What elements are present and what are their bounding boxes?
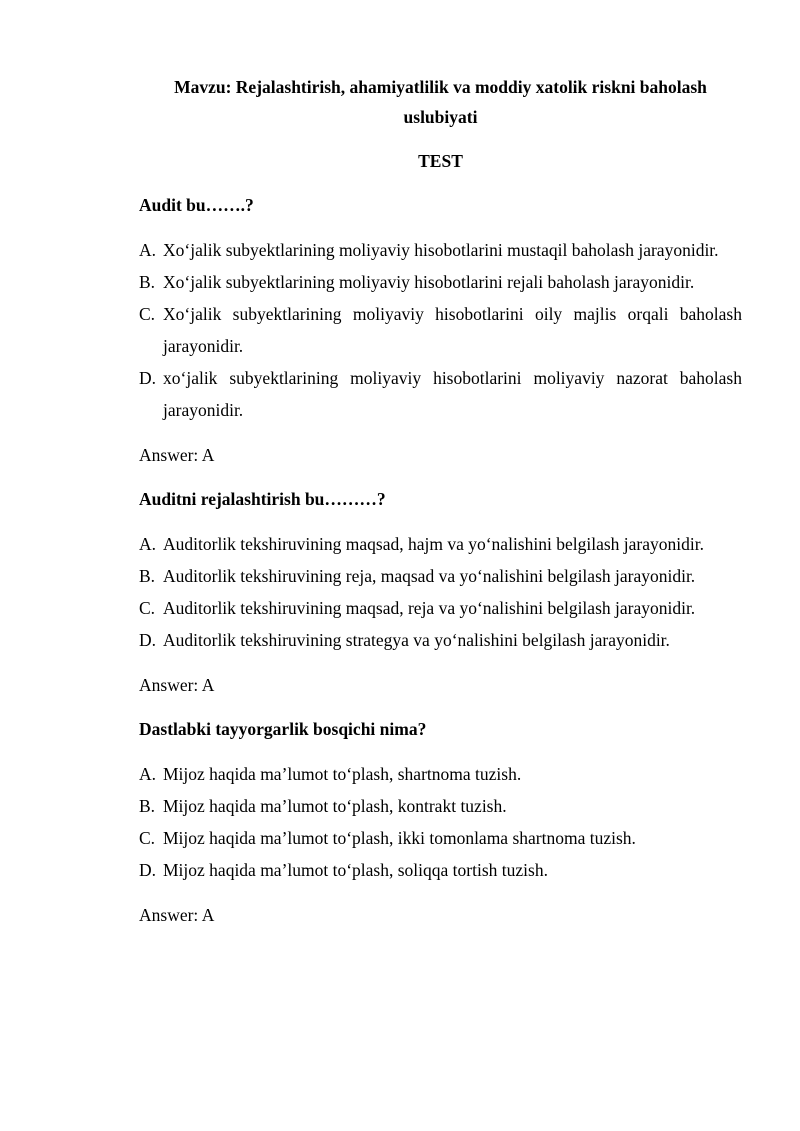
option-letter: A.	[139, 764, 157, 784]
option-text: Mijoz haqida ma’lumot to‘plash, soliqqa tortish tuzish.	[163, 860, 548, 880]
option-d	[139, 854, 742, 886]
document-page	[139, 72, 742, 944]
option-text: xo‘jalik subyektlarining moliyaviy hisobotlarini moliyaviy nazorat baholash jarayonidir.	[163, 368, 742, 420]
option-text: Mijoz haqida ma’lumot to‘plash, ikki tomonlama shartnoma tuzish.	[163, 828, 636, 848]
option-text: Auditorlik tekshiruvining maqsad, reja va yo‘nalishini belgilash jarayonidir.	[163, 598, 696, 618]
option-b	[139, 560, 742, 592]
option-letter: B.	[139, 566, 156, 586]
option-letter: C.	[139, 598, 156, 618]
option-d	[139, 624, 742, 656]
option-text: Auditorlik tekshiruvining maqsad, hajm va yo‘nalishini belgilash jarayonidir.	[163, 534, 704, 554]
question-block-2	[139, 484, 742, 700]
option-c	[139, 592, 742, 624]
option-c	[139, 298, 742, 362]
option-list	[139, 758, 742, 886]
option-b	[139, 266, 742, 298]
option-list	[139, 234, 742, 426]
option-letter: B.	[139, 796, 156, 816]
option-letter: C.	[139, 304, 156, 324]
option-text: Xo‘jalik subyektlarining moliyaviy hisobotlarini mustaqil baholash jarayonidir.	[163, 240, 719, 260]
option-letter: A.	[139, 534, 157, 554]
question-text: Auditni rejalashtirish bu………?	[139, 489, 386, 509]
question-text: Dastlabki tayyorgarlik bosqichi nima?	[139, 719, 427, 739]
option-text: Auditorlik tekshiruvining strategya va yo‘nalishini belgilash jarayonidir.	[163, 630, 670, 650]
document-title: Mavzu: Rejalashtirish, ahamiyatlilik va moddiy xatolik riskni baholash uslubiyati	[174, 77, 707, 127]
answer-text: Answer: A	[139, 905, 215, 925]
option-c	[139, 822, 742, 854]
answer-text: Answer: A	[139, 675, 215, 695]
option-a	[139, 528, 742, 560]
document-subtitle: TEST	[418, 151, 463, 171]
option-list	[139, 528, 742, 656]
option-text: Xo‘jalik subyektlarining moliyaviy hisobotlarini rejali baholash jarayonidir.	[163, 272, 695, 292]
option-text: Xo‘jalik subyektlarining moliyaviy hisobotlarini oily majlis orqali baholash jarayonidir.	[163, 304, 742, 356]
question-text: Audit bu…….?	[139, 195, 254, 215]
answer-text: Answer: A	[139, 445, 215, 465]
option-letter: C.	[139, 828, 156, 848]
question-block-3	[139, 714, 742, 930]
option-text: Auditorlik tekshiruvining reja, maqsad va yo‘nalishini belgilash jarayonidir.	[163, 566, 696, 586]
option-d	[139, 362, 742, 426]
option-a	[139, 234, 742, 266]
question-block-1	[139, 190, 742, 470]
option-letter: A.	[139, 240, 157, 260]
option-a	[139, 758, 742, 790]
option-letter: D.	[139, 630, 157, 650]
option-text: Mijoz haqida ma’lumot to‘plash, shartnoma tuzish.	[163, 764, 522, 784]
option-letter: B.	[139, 272, 156, 292]
option-letter: D.	[139, 860, 157, 880]
option-text: Mijoz haqida ma’lumot to‘plash, kontrakt tuzish.	[163, 796, 507, 816]
option-b	[139, 790, 742, 822]
option-letter: D.	[139, 368, 157, 388]
